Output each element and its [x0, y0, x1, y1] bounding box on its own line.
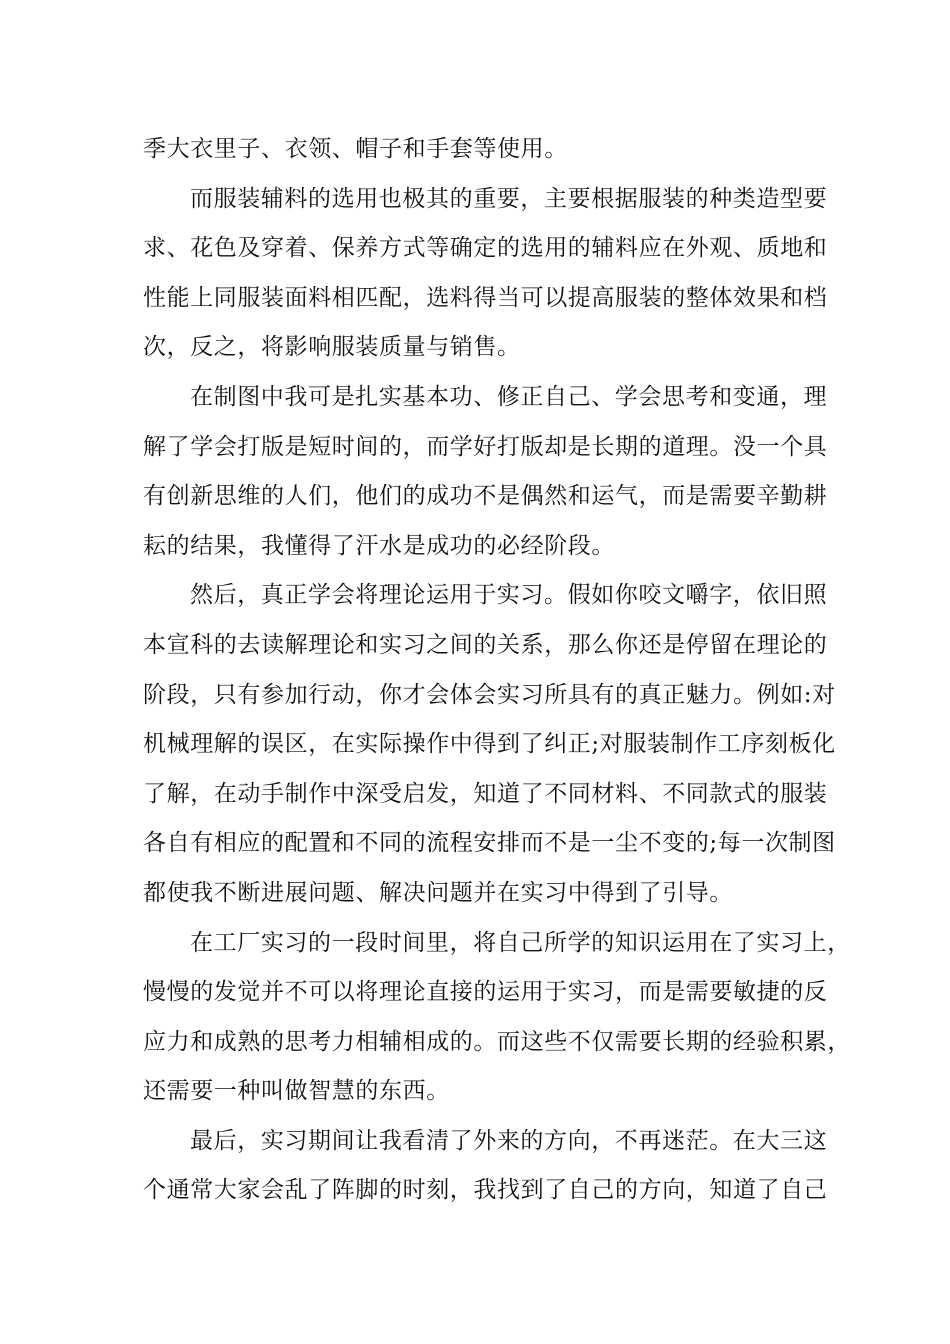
text-line: 耘的结果，我懂得了汗水是成功的必经阶段。: [143, 532, 615, 559]
text-line: 了解，在动手制作中深受启发，知道了不同材料、不同款式的服装: [143, 780, 828, 807]
text-line: 慢慢的发觉并不可以将理论直接的运用于实习，而是需要敏捷的反: [143, 979, 828, 1006]
text-line: 在制图中我可是扎实基本功、修正自己、学会思考和变通，理: [190, 383, 828, 410]
text-line: 然后，真正学会将理论运用于实习。假如你咬文嚼字，依旧照: [190, 582, 828, 609]
text-line: 求、花色及穿着、保养方式等确定的选用的辅料应在外观、质地和: [143, 235, 828, 262]
text-line: 各自有相应的配置和不同的流程安排而不是一尘不变的;每一次制图: [143, 830, 836, 857]
text-line: 本宣科的去读解理论和实习之间的关系，那么你还是停留在理论的: [143, 631, 828, 658]
text-line: 最后，实习期间让我看清了外来的方向，不再迷茫。在大三这: [190, 1127, 828, 1154]
text-line: 次，反之，将影响服装质量与销售。: [143, 334, 521, 361]
body-text: [143, 125, 851, 1216]
text-line: 还需要一种叫做智慧的东西。: [143, 1078, 450, 1105]
text-line: 性能上同服装面料相匹配，选料得当可以提高服装的整体效果和档: [143, 284, 828, 311]
text-line: 季大衣里子、衣领、帽子和手套等使用。: [143, 136, 568, 162]
text-line: 应力和成熟的思考力相辅相成的。而这些不仅需要长期的经验积累，: [143, 1028, 851, 1055]
text-line: 机械理解的误区，在实际操作中得到了纠正;对服装制作工序刻板化: [143, 731, 836, 758]
text-line: 有创新思维的人们，他们的成功不是偶然和运气，而是需要辛勤耕: [143, 483, 828, 510]
text-line: 个通常大家会乱了阵脚的时刻，我找到了自己的方向，知道了自己: [143, 1177, 828, 1204]
text-line: 解了学会打版是短时间的，而学好打版却是长期的道理。没一个具: [143, 433, 828, 460]
text-line: 在工厂实习的一段时间里，将自己所学的知识运用在了实习上，: [190, 929, 851, 956]
text-line: 都使我不断进展问题、解决问题并在实习中得到了引导。: [143, 879, 733, 906]
text-line: 阶段，只有参加行动，你才会体会实习所具有的真正魅力。例如:对: [143, 681, 836, 708]
text-line: 而服装辅料的选用也极其的重要，主要根据服装的种类造型要: [190, 185, 828, 212]
